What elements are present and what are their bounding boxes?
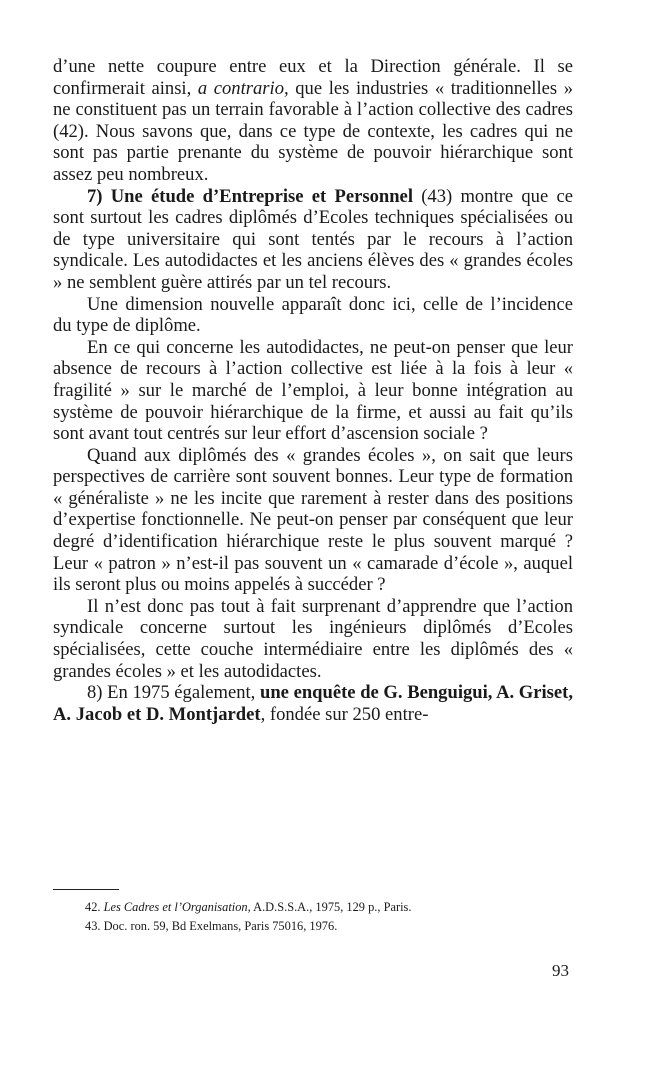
paragraph bbox=[53, 186, 573, 294]
footnotes bbox=[85, 898, 555, 935]
footnote-title: Les Cadres et l’Organisation, bbox=[103, 900, 251, 914]
text-run: Quand aux diplômés des « grandes écoles », on sait que leurs perspectives de carrière sont souvent bonnes. Leur type de formation « généraliste » ne les incite que rarement à rester dans des positions d’expertise fonctionnelle. Ne peut-on penser par conséquent que leur degré d’identification hiérarchique reste le plus souvent marqué ? Leur « patron » n’est-il pas souvent un « camarade d’école », auquel ils seront plus ou moins appelés à succéder ? bbox=[53, 444, 573, 596]
paragraph bbox=[53, 56, 573, 186]
italic-text: a contrario, bbox=[197, 77, 289, 99]
paragraph bbox=[53, 337, 573, 445]
text-run: En ce qui concerne les autodidactes, ne peut-on penser que leur absence de recours à l’action collective est liée à la fois à leur « fragilité » sur le marché de l’emploi, à leur bonne intégration au système de pouvoir hiérarchique de la firme, et aussi au fait qu’ils sont avant tout centrés sur leur effort d’ascension sociale ? bbox=[53, 336, 573, 445]
text-run: que les industries « traditionnelles » ne constituent pas un terrain favorable à l’action collective des cadres (42). Nous savons que, dans ce type de contexte, les cadres qui ne sont pas partie prenante du système de pouvoir hiérarchique sont assez peu nombreux. bbox=[53, 77, 574, 185]
footnote bbox=[85, 898, 555, 917]
bold-text: 7) Une étude d’Entreprise et Personnel bbox=[87, 185, 413, 207]
text-run: (43) montre que ce sont surtout les cadres diplômés d’Ecoles techniques spécialisées ou de type universitaire qui sont tentés par le recours à l’action syndicale. Les autodidactes et les anciens élèves des « grandes écoles » ne semblent guère attirés par un tel recours. bbox=[53, 185, 573, 293]
paragraph bbox=[53, 682, 573, 725]
bold-text: une enquête de G. Benguigui, A. Griset, A. Jacob et D. Montjardet bbox=[53, 682, 573, 725]
page-number: 93 bbox=[552, 961, 569, 980]
footnote-rule bbox=[53, 889, 119, 890]
paragraph bbox=[53, 445, 573, 596]
text-run: 8) En 1975 également, bbox=[87, 682, 260, 704]
text-run: Il n’est donc pas tout à fait surprenant d’apprendre que l’action syndicale concerne surtout les ingénieurs diplômés d’Ecoles spécialisées, cette couche intermédiaire entre les diplômés des « grandes écoles » et les autodidactes. bbox=[53, 595, 573, 682]
footnote-text: Doc. ron. 59, Bd Exelmans, Paris 75016, 1976. bbox=[103, 918, 338, 933]
paragraph bbox=[53, 596, 573, 682]
text-run: d’une nette coupure entre eux et la Direction générale. Il se confirmerait ainsi, bbox=[53, 56, 573, 99]
footnote-number: 42. bbox=[85, 900, 101, 914]
paragraph bbox=[53, 294, 573, 337]
text-run: Une dimension nouvelle apparaît donc ici, celle de l’incidence du type de diplôme. bbox=[53, 293, 573, 337]
footnote-number: 43. bbox=[85, 918, 101, 933]
footnote bbox=[85, 917, 555, 936]
body-text bbox=[53, 56, 573, 725]
text-run: , fondée sur 250 entre- bbox=[260, 703, 429, 725]
footnote-text: A.D.S.S.A., 1975, 129 p., Paris. bbox=[250, 900, 412, 914]
